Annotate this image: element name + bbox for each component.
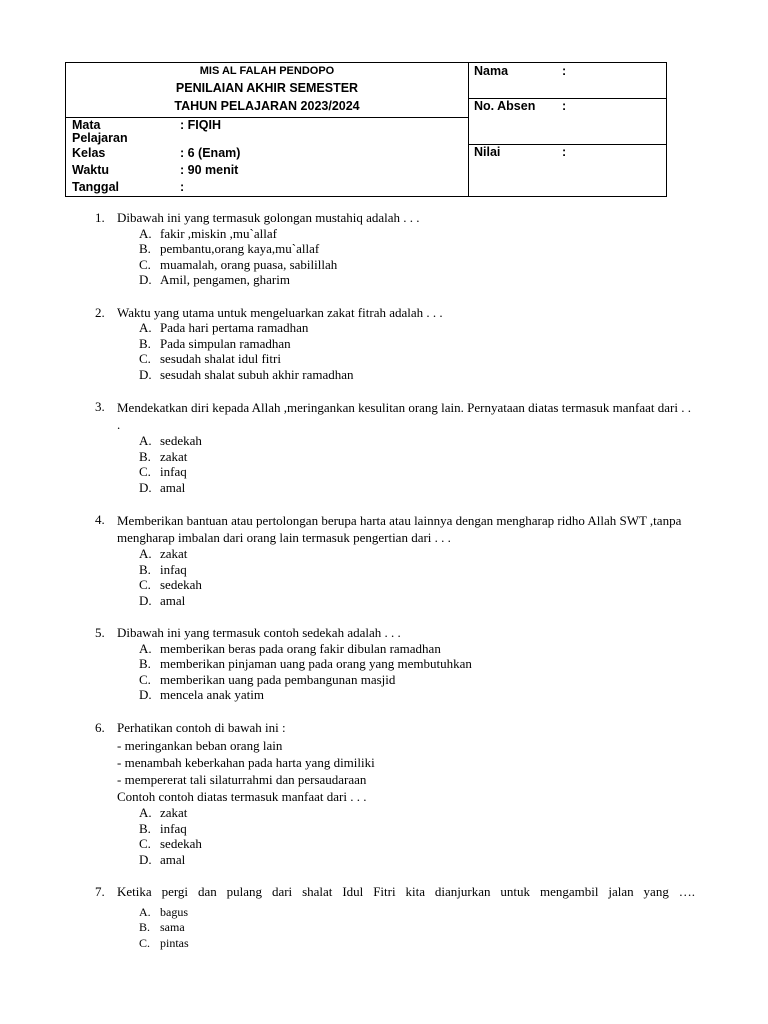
question-2	[95, 305, 695, 383]
question-number: 6.	[95, 719, 105, 735]
option-text: zakat	[160, 448, 188, 464]
option-a[interactable]	[139, 641, 695, 657]
option-c[interactable]	[139, 577, 695, 593]
date-value: :	[180, 180, 185, 194]
option-text: sedekah	[160, 836, 202, 851]
option-letter: C.	[139, 256, 151, 272]
option-a[interactable]	[139, 226, 695, 242]
name-label: Nama	[474, 64, 509, 78]
option-d[interactable]	[139, 852, 695, 868]
time-label: Waktu	[72, 163, 110, 177]
question-text: Perhatikan contoh di bawah ini :	[117, 719, 286, 735]
option-a[interactable]	[139, 805, 695, 821]
option-text: amal	[160, 851, 186, 867]
option-text: sesudah shalat idul fitri	[160, 351, 281, 366]
option-text: amal	[160, 592, 186, 608]
question-text: Memberikan bantuan atau pertolongan berupa harta atau lainnya dengan mengharap ridho Allah SWT ,tanpa mengharap imbalan dari orang lain termasuk pengertian dari . . .	[117, 513, 682, 545]
question-text: Dibawah ini yang termasuk contoh sedekah adalah . . .	[117, 625, 401, 640]
option-letter: B.	[139, 820, 151, 836]
option-letter: D.	[139, 479, 152, 495]
option-d[interactable]	[139, 272, 695, 288]
question-number: 4.	[95, 512, 105, 527]
absen-label: No. Absen	[474, 99, 536, 113]
question-6	[95, 720, 695, 868]
option-b[interactable]	[139, 241, 695, 257]
option-letter: C.	[139, 464, 151, 479]
option-b[interactable]	[139, 920, 695, 936]
school-name: MIS AL FALAH PENDOPO	[199, 65, 335, 77]
option-letter: B.	[139, 241, 151, 256]
option-c[interactable]	[139, 464, 695, 480]
question-number: 7.	[95, 884, 105, 899]
option-c[interactable]	[139, 936, 695, 952]
option-b[interactable]	[139, 562, 695, 578]
question-number: 1.	[95, 210, 105, 225]
question-7	[95, 884, 695, 951]
option-text: sedekah	[160, 433, 202, 448]
name-field[interactable]: :	[562, 64, 567, 78]
score-label: Nilai	[474, 145, 501, 159]
option-c[interactable]	[139, 672, 695, 688]
question-number: 2.	[95, 304, 105, 320]
option-c[interactable]	[139, 257, 695, 273]
option-letter: B.	[139, 920, 151, 934]
option-text: pintas	[160, 935, 189, 950]
option-c[interactable]	[139, 836, 695, 852]
example-line: - meringankan beban orang lain	[117, 738, 283, 753]
question-text: Ketika pergi dan pulang dari shalat Idul Fitri kita dianjurkan untuk mengambil jalan yang ….	[117, 884, 695, 899]
option-letter: C.	[139, 836, 151, 851]
option-letter: D.	[139, 851, 152, 867]
option-b[interactable]	[139, 656, 695, 672]
subject-value: : FIQIH	[180, 118, 221, 132]
option-text: muamalah, orang puasa, sabilillah	[160, 256, 338, 272]
question-text: Waktu yang utama untuk mengeluarkan zakat fitrah adalah . . .	[117, 304, 443, 320]
option-text: pembantu,orang kaya,mu`allaf	[160, 241, 320, 256]
question-4	[95, 512, 695, 608]
score-field[interactable]: :	[562, 145, 567, 159]
option-letter: D.	[139, 366, 152, 382]
date-label: Tanggal	[72, 180, 119, 194]
option-text: infaq	[160, 820, 187, 836]
option-text: memberikan uang pada pembangunan masjid	[160, 671, 396, 687]
question-1	[95, 210, 695, 288]
question-number: 3.	[95, 399, 105, 414]
option-letter: B.	[139, 561, 151, 577]
exam-header-table	[65, 62, 667, 197]
option-text: bagus	[160, 904, 188, 919]
option-text: infaq	[160, 464, 187, 479]
option-letter: A.	[139, 320, 152, 335]
option-letter: A.	[139, 640, 152, 656]
option-letter: B.	[139, 335, 151, 351]
question-list	[95, 210, 695, 951]
option-letter: D.	[139, 272, 152, 287]
option-a[interactable]	[139, 905, 695, 921]
option-letter: A.	[139, 225, 152, 241]
option-text: memberikan pinjaman uang pada orang yang membutuhkan	[160, 656, 472, 671]
option-letter: C.	[139, 671, 151, 687]
question-3	[95, 399, 695, 495]
option-letter: A.	[139, 546, 152, 561]
exam-title: PENILAIAN AKHIR SEMESTER	[175, 81, 359, 95]
table-divider	[468, 63, 469, 196]
option-text: infaq	[160, 561, 187, 577]
option-letter: B.	[139, 448, 151, 464]
option-b[interactable]	[139, 821, 695, 837]
option-d[interactable]	[139, 367, 695, 383]
question-number: 5.	[95, 625, 105, 640]
option-d[interactable]	[139, 480, 695, 496]
option-letter: C.	[139, 351, 151, 366]
example-line: - mempererat tali silaturrahmi dan persaudaraan	[117, 772, 367, 787]
option-a[interactable]	[139, 546, 695, 562]
option-c[interactable]	[139, 351, 695, 367]
absen-field[interactable]: :	[562, 99, 567, 113]
option-a[interactable]	[139, 433, 695, 449]
time-value: : 90 menit	[180, 163, 239, 177]
option-text: fakir ,miskin ,mu`allaf	[160, 225, 277, 241]
option-text: zakat	[160, 546, 188, 561]
option-text: Amil, pengamen, gharim	[160, 272, 290, 287]
question-text: Dibawah ini yang termasuk golongan mustahiq adalah . . .	[117, 210, 420, 225]
option-text: mencela anak yatim	[160, 687, 264, 702]
option-text: sedekah	[160, 577, 202, 592]
academic-year: TAHUN PELAJARAN 2023/2024	[174, 99, 360, 113]
option-text: Pada hari pertama ramadhan	[160, 320, 309, 335]
option-letter: A.	[139, 433, 152, 448]
subject-label: Mata	[72, 118, 101, 132]
option-letter: A.	[139, 805, 152, 820]
subject-label-2: Pelajaran	[72, 131, 128, 145]
question-text: Mendekatkan diri kepada Allah ,meringankan kesulitan orang lain. Pernyataan diatas termasuk manfaat dari . . .	[117, 400, 691, 432]
option-text: Pada simpulan ramadhan	[160, 335, 291, 351]
option-b[interactable]	[139, 449, 695, 465]
option-letter: D.	[139, 592, 152, 608]
option-b[interactable]	[139, 336, 695, 352]
option-text: sesudah shalat subuh akhir ramadhan	[160, 366, 354, 382]
option-letter: D.	[139, 687, 152, 702]
example-line: - menambah keberkahan pada harta yang dimiliki	[117, 755, 375, 770]
table-divider	[66, 117, 468, 118]
option-text: memberikan beras pada orang fakir dibulan ramadhan	[160, 640, 441, 656]
option-text: amal	[160, 479, 186, 495]
option-d[interactable]	[139, 593, 695, 609]
option-text: sama	[160, 920, 185, 934]
question-prompt: Contoh contoh diatas termasuk manfaat dari . . .	[117, 789, 367, 804]
class-label: Kelas	[72, 146, 106, 160]
option-letter: A.	[139, 904, 151, 919]
option-a[interactable]	[139, 320, 695, 336]
option-text: zakat	[160, 805, 188, 820]
option-d[interactable]	[139, 687, 695, 703]
option-letter: C.	[139, 935, 151, 950]
question-5	[95, 625, 695, 703]
class-value: : 6 (Enam)	[180, 146, 241, 160]
option-letter: C.	[139, 577, 151, 592]
option-letter: B.	[139, 656, 151, 671]
